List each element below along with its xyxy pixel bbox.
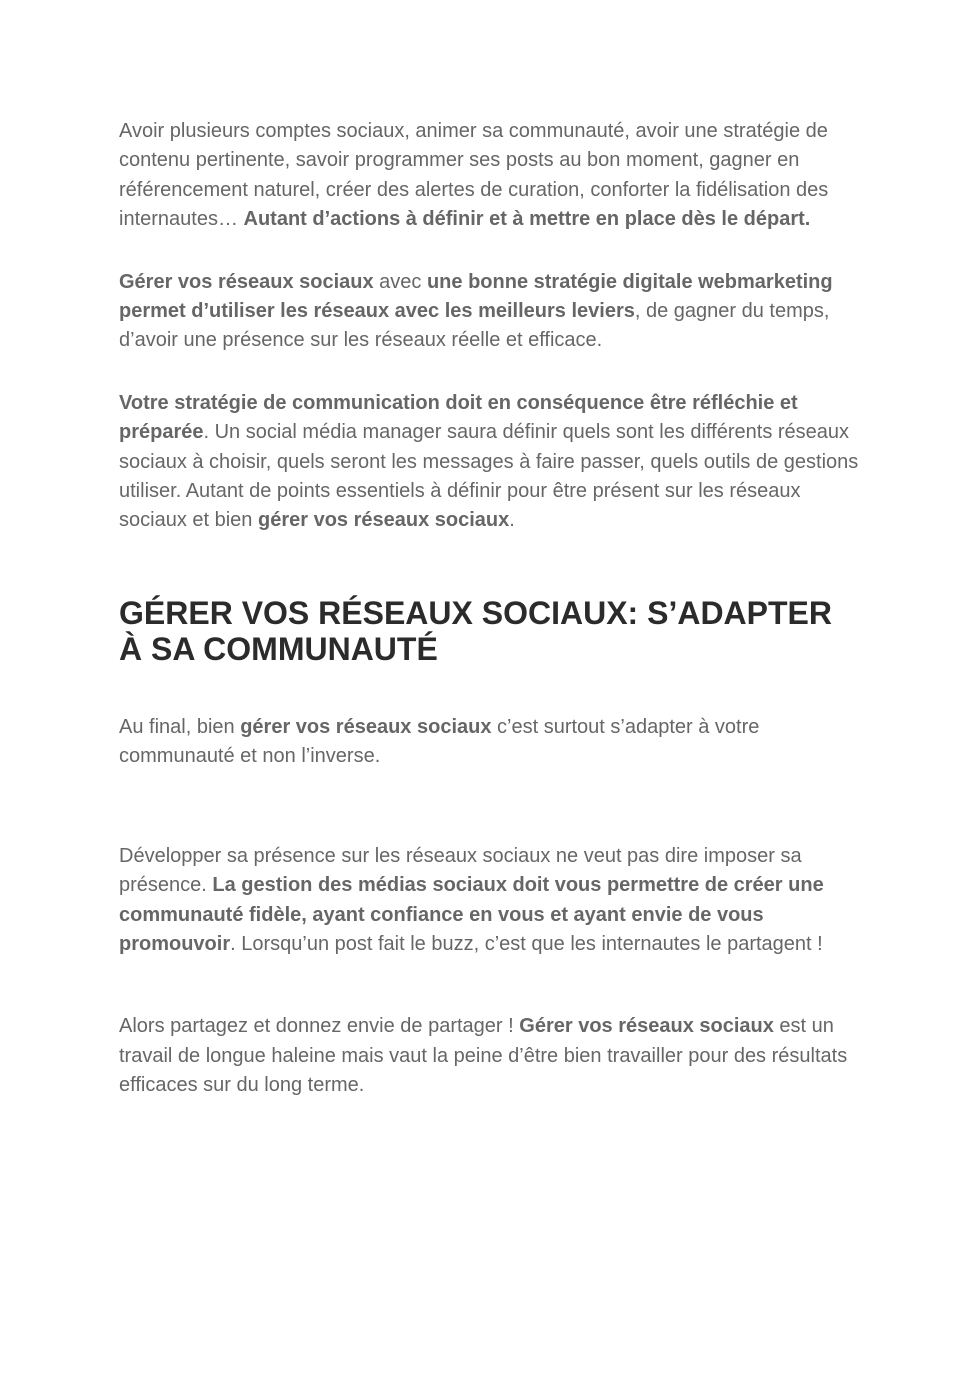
paragraph-text: c’est surtout s’adapter à votre communauté et non l’inverse. [119,715,760,768]
paragraph-text: est un travail de longue haleine mais vaut la peine d’être bien travailler pour des résultats efficaces sur du long terme. [119,1015,848,1097]
paragraph-text: . Lorsqu’un post fait le buzz, c’est que les internautes le partagent ! [230,932,823,955]
paragraph-bold-text: gérer vos réseaux sociaux [240,715,492,738]
paragraph-intro [119,117,864,235]
paragraph-text: . Un social média manager saura définir quels sont les différents réseaux sociaux à choisir, quels seront les messages à faire passer, quels outils de gestions utiliser. Autant de points essentiels à définir pour être présent sur les réseaux sociaux et bien [119,421,859,532]
paragraph-adapt [119,713,864,772]
paragraph-presence [119,842,864,960]
paragraph-text: Alors partagez et donnez envie de partager ! [119,1015,520,1038]
paragraph-bold-text: La gestion des médias sociaux doit vous permettre de créer une communauté fidèle, ayant confiance en vous et ayant envie de vous promouvoir [119,874,824,955]
paragraph-text: , de gagner du temps, d’avoir une présence sur les réseaux réelle et efficace. [119,300,830,352]
document-page [119,117,864,1101]
paragraph-text: Au final, bien [119,715,241,738]
paragraph-bold-text: Gérer vos réseaux sociaux [519,1015,774,1038]
section-heading [119,595,864,667]
paragraph-bold-text: Autant d’actions à définir et à mettre en place dès le départ. [243,208,811,231]
paragraph-bold-text: Gérer vos réseaux sociaux [119,270,374,293]
paragraph-strategy [119,268,864,356]
paragraph-bold-text: gérer vos réseaux sociaux [257,509,510,532]
heading-line-2: À SA COMMUNAUTÉ [119,630,438,667]
paragraph-text: . [509,509,515,532]
paragraph-bold-text: une bonne stratégie digitale webmarketing permet d’utiliser les réseaux avec les meilleurs leviers [119,270,833,323]
paragraph-share [119,1012,864,1100]
paragraph-text: Avoir plusieurs comptes sociaux, animer sa communauté, avoir une stratégie de contenu pertinente, savoir programmer ses posts au bon moment, gagner en référencement naturel, créer des alertes de curation, conforter la fidélisation des internautes… [119,120,829,231]
heading-line-1: GÉRER VOS RÉSEAUX SOCIAUX: S’ADAPTER [119,594,832,631]
paragraph-text: Développer sa présence sur les réseaux sociaux ne veut pas dire imposer sa présence. [119,844,802,897]
paragraph-text: avec [373,270,427,293]
paragraph-bold-text: Votre stratégie de communication doit en conséquence être réfléchie et préparée [119,391,798,444]
paragraph-communication [119,389,864,536]
